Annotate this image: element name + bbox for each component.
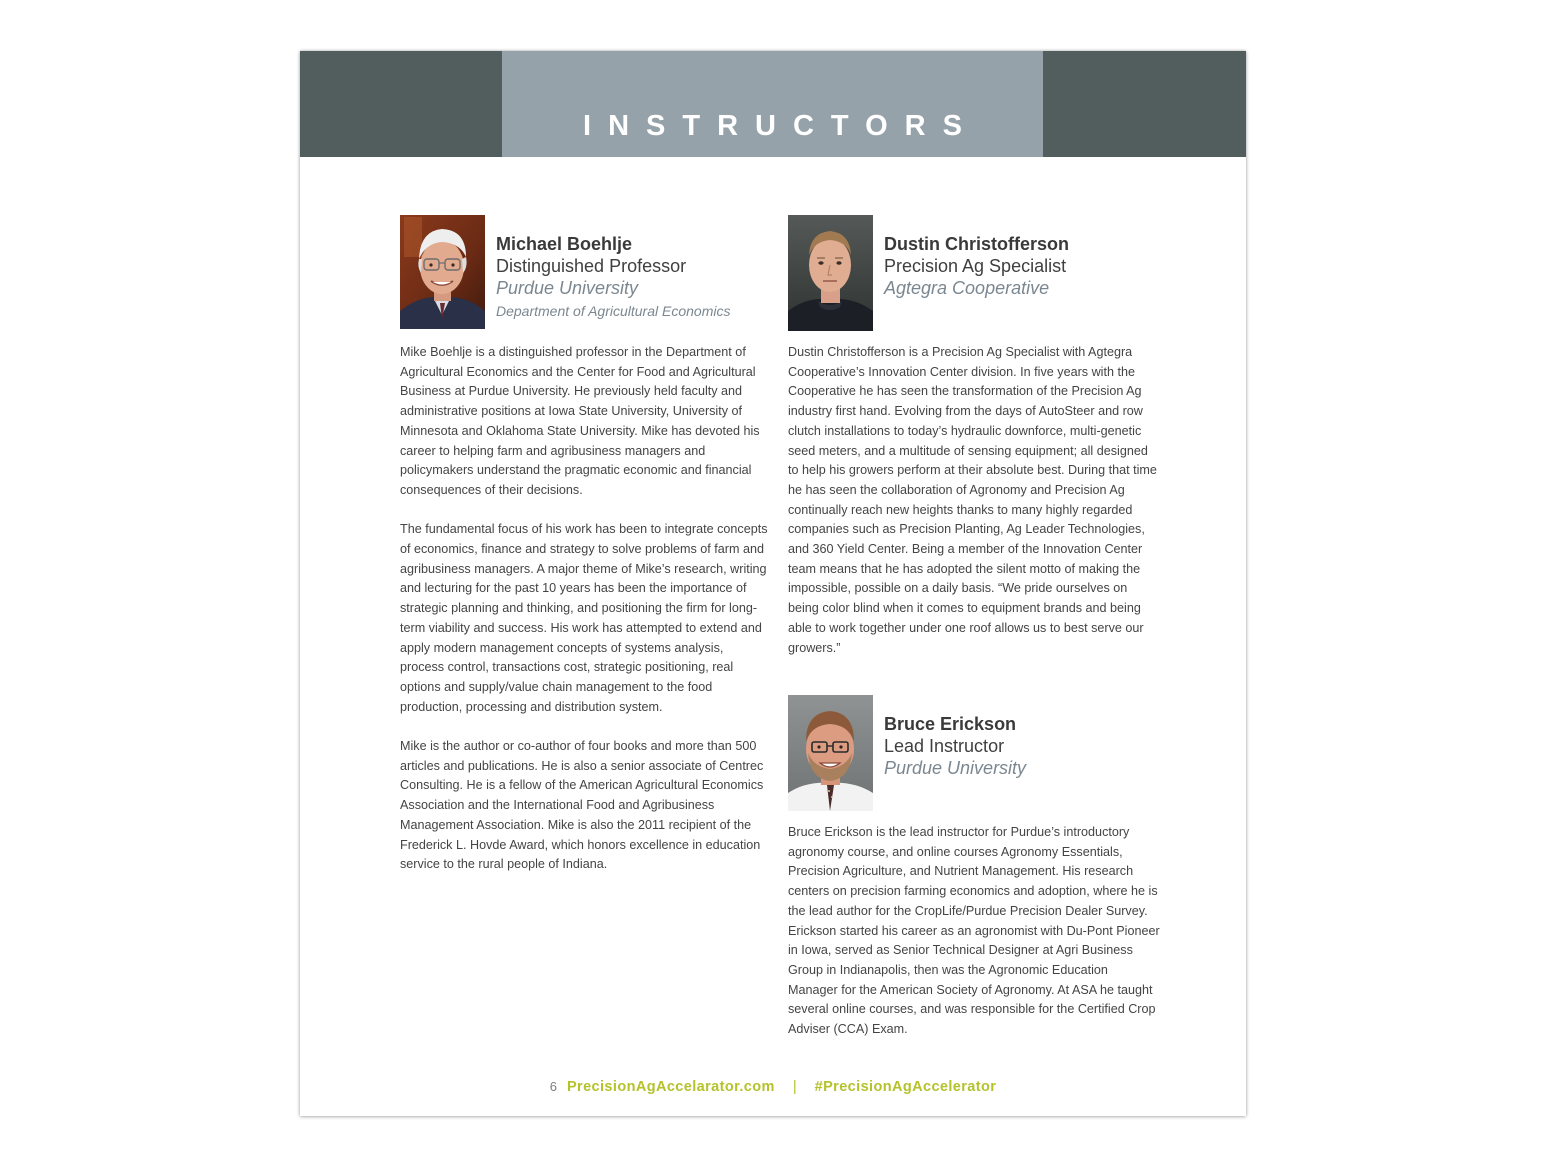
website-link[interactable]: PrecisionAgAccelarator.com [566, 1079, 775, 1095]
header-title-panel [502, 51, 1043, 157]
portrait-photo-icon [400, 215, 485, 329]
instructor-organization: Purdue University [496, 278, 639, 298]
header-band [300, 51, 1246, 157]
bruce-erickson-bio [788, 823, 1160, 1040]
bio-paragraph: Mike Boehlje is a distinguished professor in the Department of Agricultural Economics and the Center for Food and Agricultural Business at Purdue University. He previously held faculty and administrative positions at Iowa State University, University of Minnesota and Oklahoma State University. Mike has devoted his career to helping farm and agribusiness managers and policymakers understand the pragmatic economic and financial consequences of their decisions. [400, 345, 760, 497]
instructor-name: Michael Boehlje [496, 234, 633, 254]
hashtag-text: #PrecisionAgAccelerator [814, 1079, 997, 1095]
bio-paragraph: Mike is the author or co-author of four books and more than 500 articles and publications. He is also a senior associate of Centrec Consulting. He is a fellow of the American Agricultural Economics Association and the International Food and Agribusiness Management Association. Mike is also the 2011 recipient of the Frederick L. Hovde Award, which honors excellence in education service to the rural people of Indiana. [400, 739, 764, 872]
instructor-name: Dustin Christofferson [884, 234, 1070, 254]
instructor-name: Bruce Erickson [884, 714, 1017, 734]
bio-paragraph: Bruce Erickson is the lead instructor for Purdue’s introductory agronomy course, and online courses Agronomy Essentials, Precision Agriculture, and Nutrient Management. His research centers on precision farming economics and adoption, where he is the lead author for the CropLife/Purdue Precision Dealer Survey. Erickson started his career as an agronomist with Du-Pont Pioneer in Iowa, served as Senior Technical Designer at Agri Business Group in Indianapolis, then was the Agronomic Education Manager for the American Society of Agronomy. At ASA he taught several online courses, and was responsible for the Certified Crop Adviser (CCA) Exam. [788, 825, 1160, 1037]
dustin-christofferson-heading [884, 233, 1184, 299]
portrait-photo-icon [788, 695, 873, 811]
instructor-department: Department of Agricultural Economics [496, 303, 731, 319]
instructor-role: Precision Ag Specialist [884, 256, 1067, 276]
bio-paragraph: The fundamental focus of his work has been to integrate concepts of economics, finance and strategy to solve problems of farm and agribusiness managers. A major theme of Mike’s research, writing and lecturing for the past 10 years has been the importance of strategic planning and thinking, and positioning the firm for long-term viability and success. His work has attempted to extend and apply modern management concepts of systems analysis, process control, transactions cost, strategic positioning, real options and supply/value chain management to the food production, processing and distribution system. [400, 522, 768, 714]
portrait-photo-icon [788, 215, 873, 331]
page-number: 6 [549, 1079, 557, 1094]
michael-boehlje-heading [496, 233, 786, 323]
instructor-role: Distinguished Professor [496, 256, 687, 276]
michael-boehlje-photo [400, 215, 485, 329]
bruce-erickson-photo [788, 695, 873, 811]
instructor-organization: Purdue University [884, 758, 1027, 778]
brochure-page [300, 51, 1246, 1116]
page-footer [300, 1077, 1246, 1097]
dustin-christofferson-bio [788, 343, 1160, 658]
page-title: INSTRUCTORS [583, 110, 979, 142]
bio-paragraph: Dustin Christofferson is a Precision Ag Specialist with Agtegra Cooperative’s Innovation Center division. In five years with the Cooperative he has seen the transformation of the Precision Ag industry first hand. Evolving from the days of AutoSteer and row clutch installations to today’s hydraulic downforce, multi-genetic seed meters, and a multitude of sensing equipment; all designed to help his growers perform at their absolute best. During that time he has seen the collaboration of Agronomy and Precision Ag continually reach new heights thanks to many highly regarded companies such as Precision Planting, Ag Leader Technologies, and 360 Yield Center. Being a member of the Innovation Center team means that he has adopted the silent motto of making the impossible, possible on a daily basis. “We pride ourselves on being color blind when it comes to equipment brands and being able to work together under one roof allows us to best serve our growers.” [788, 345, 1157, 655]
bruce-erickson-heading [884, 713, 1184, 779]
instructor-organization: Agtegra Cooperative [884, 278, 1050, 298]
footer-separator: | [792, 1079, 797, 1095]
dustin-christofferson-photo [788, 215, 873, 331]
michael-boehlje-bio [400, 343, 770, 875]
instructor-role: Lead Instructor [884, 736, 1005, 756]
